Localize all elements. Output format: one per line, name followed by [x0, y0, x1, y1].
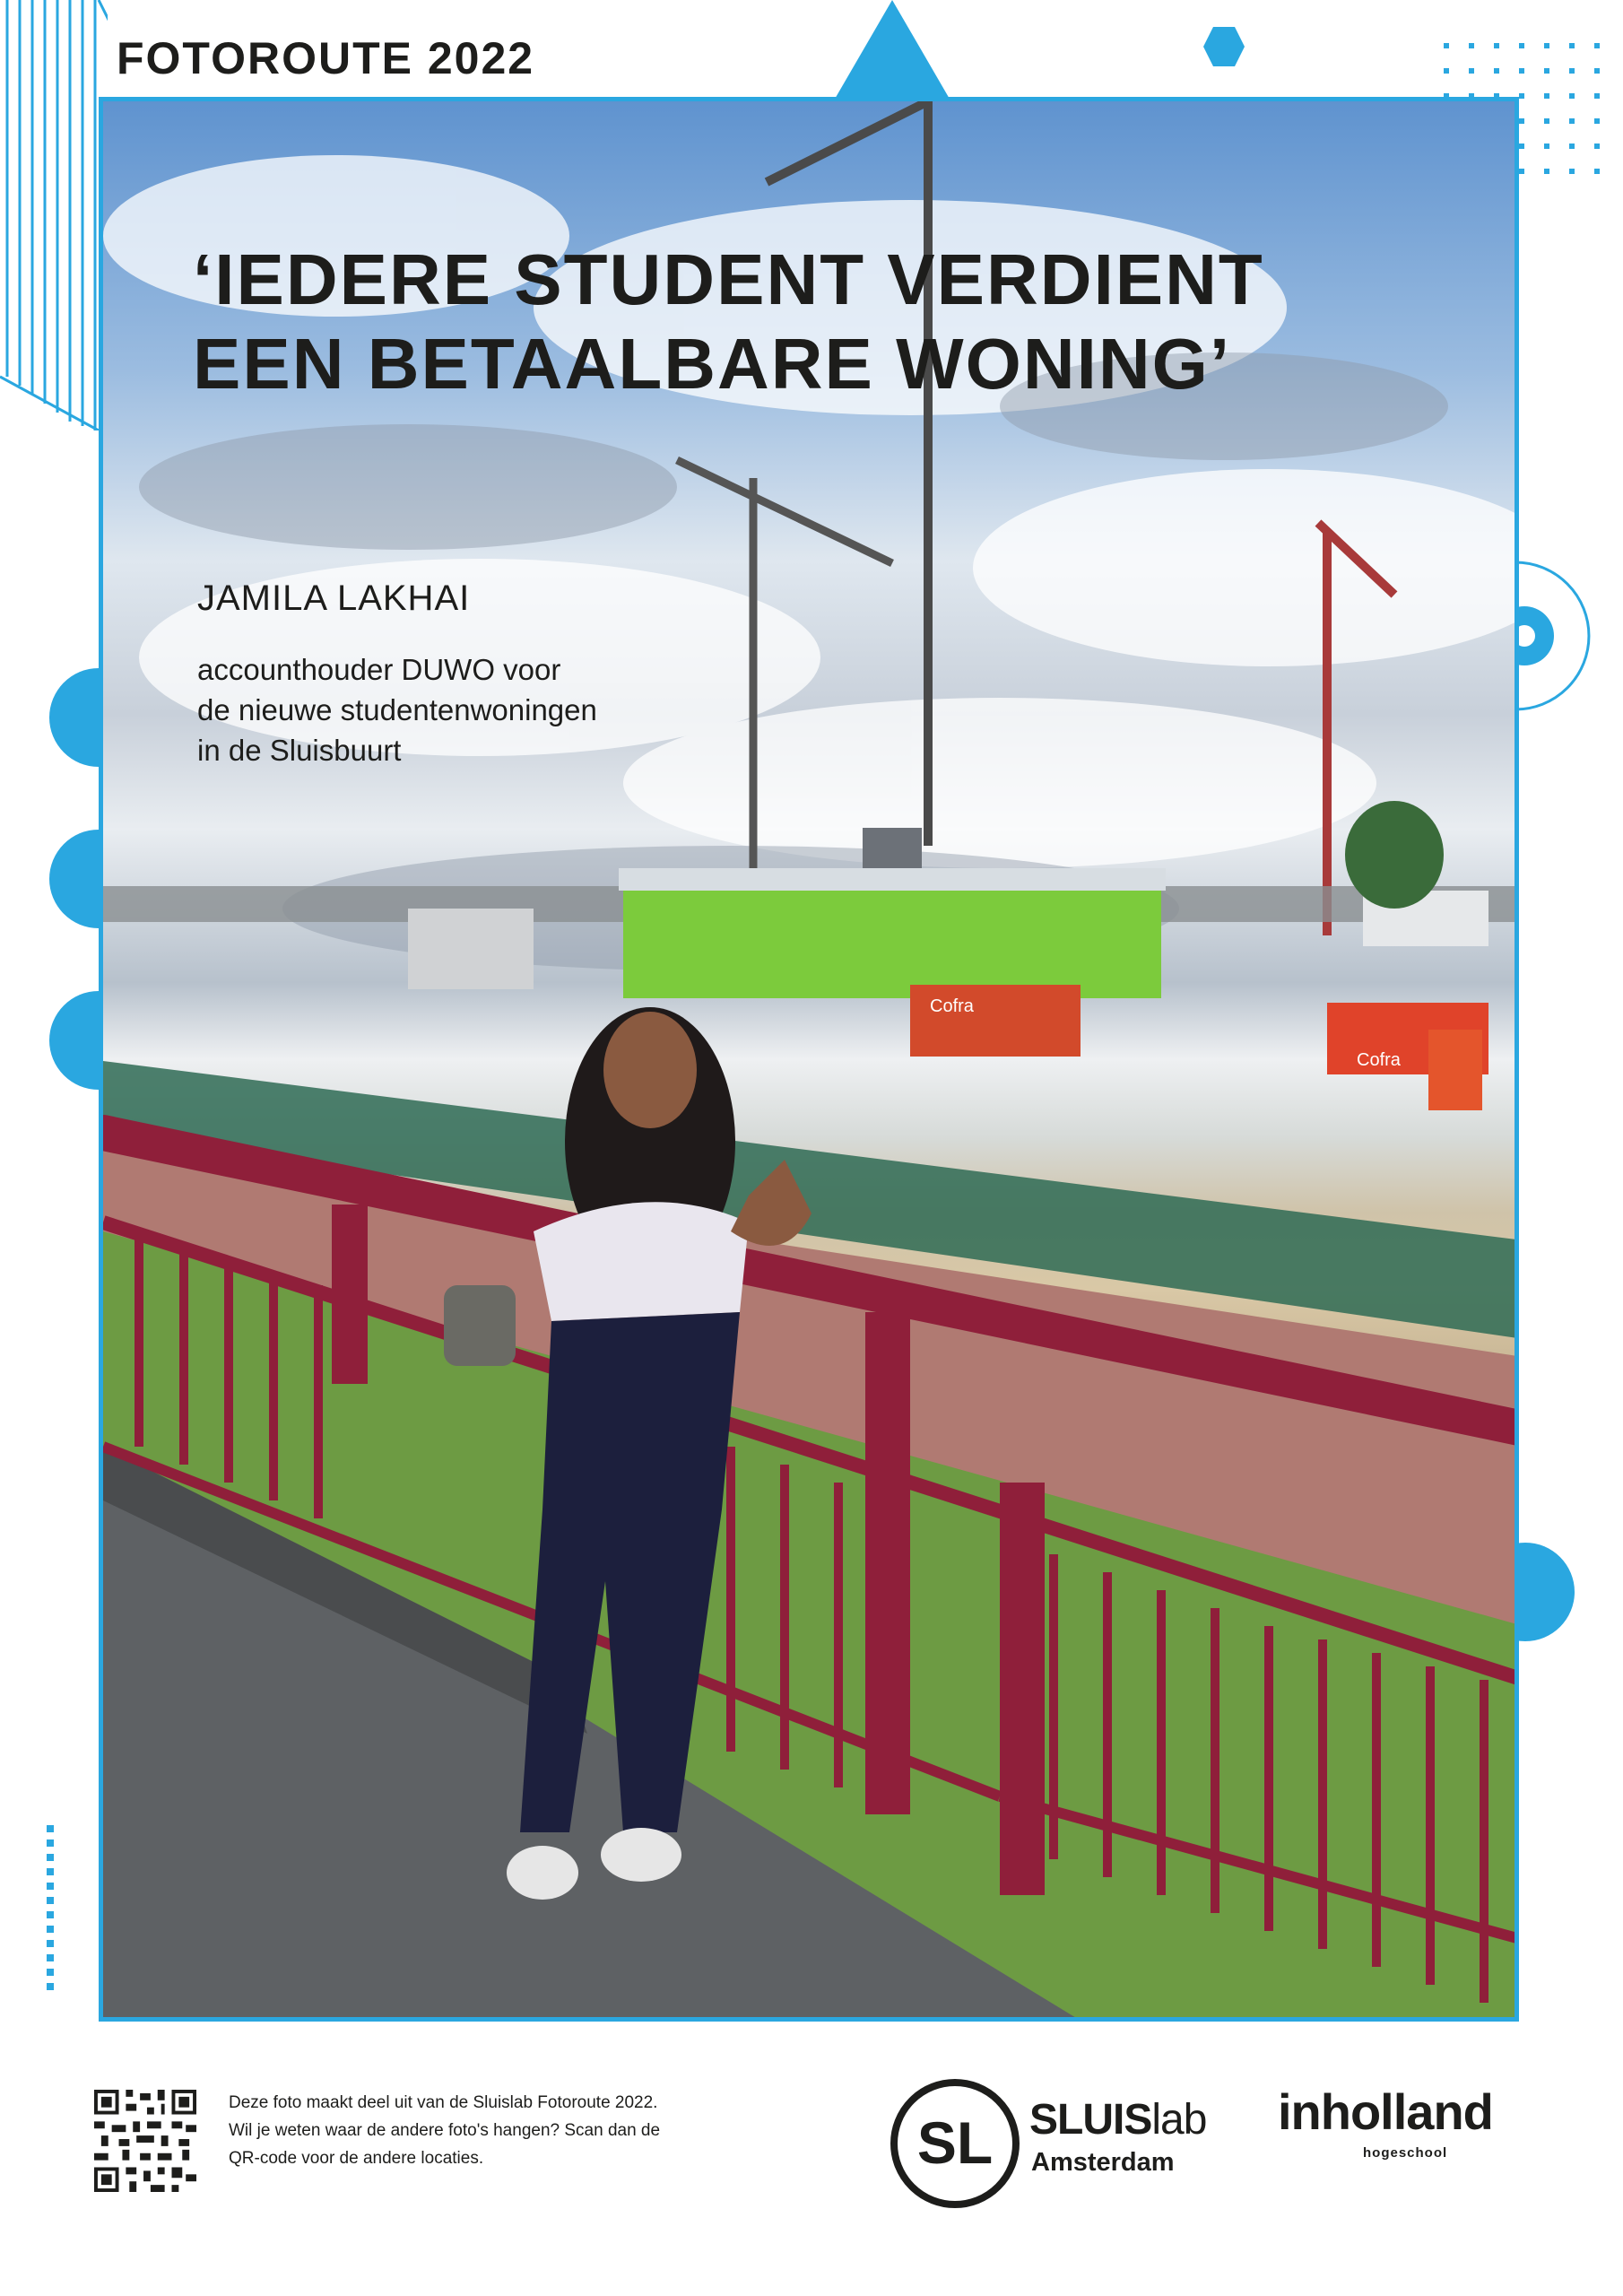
page-header-title: FOTOROUTE 2022: [117, 33, 535, 83]
sluislab-city: Amsterdam: [1031, 2148, 1175, 2177]
inholland-subtitle: hogeschool: [1363, 2145, 1448, 2161]
footer-line: QR-code voor de andere locaties.: [229, 2148, 484, 2168]
triangle-decoration: [834, 0, 950, 100]
inholland-logo: inholland: [1278, 2083, 1493, 2140]
dotted-line-decoration: [47, 1825, 56, 1996]
sluislab-name: [1029, 2095, 1206, 2144]
sluislab-name-a: SLUIS: [1029, 2096, 1152, 2144]
footer-line: Wil je weten waar de andere foto's hangen? Scan dan de: [229, 2120, 661, 2140]
stripe-decoration: [0, 0, 108, 430]
footer-description: [229, 2090, 749, 2172]
person-role-line: de nieuwe studentenwoningen: [197, 692, 597, 726]
sluislab-logo-mark: SL: [916, 2109, 994, 2176]
footer-line: Deze foto maakt deel uit van de Sluislab Fotoroute 2022.: [229, 2093, 658, 2112]
person-role-line: accounthouder DUWO voor: [197, 653, 561, 686]
qr-code[interactable]: [94, 2090, 196, 2192]
hexagon-decoration: [1203, 27, 1245, 66]
person-name: JAMILA LAKHAI: [197, 578, 471, 618]
sluislab-logo: [888, 2076, 1022, 2211]
container-label: Cofra: [930, 996, 974, 1016]
quote-heading: [193, 238, 1403, 407]
person-role: [197, 650, 843, 771]
sluislab-name-b: lab: [1151, 2096, 1207, 2144]
person-role-line: in de Sluisbuurt: [197, 733, 402, 767]
quote-line: EEN BETAALBARE WONING’: [193, 324, 1232, 404]
quote-line: ‘IEDERE STUDENT VERDIENT: [193, 239, 1264, 319]
container-label: Cofra: [1357, 1050, 1401, 1070]
